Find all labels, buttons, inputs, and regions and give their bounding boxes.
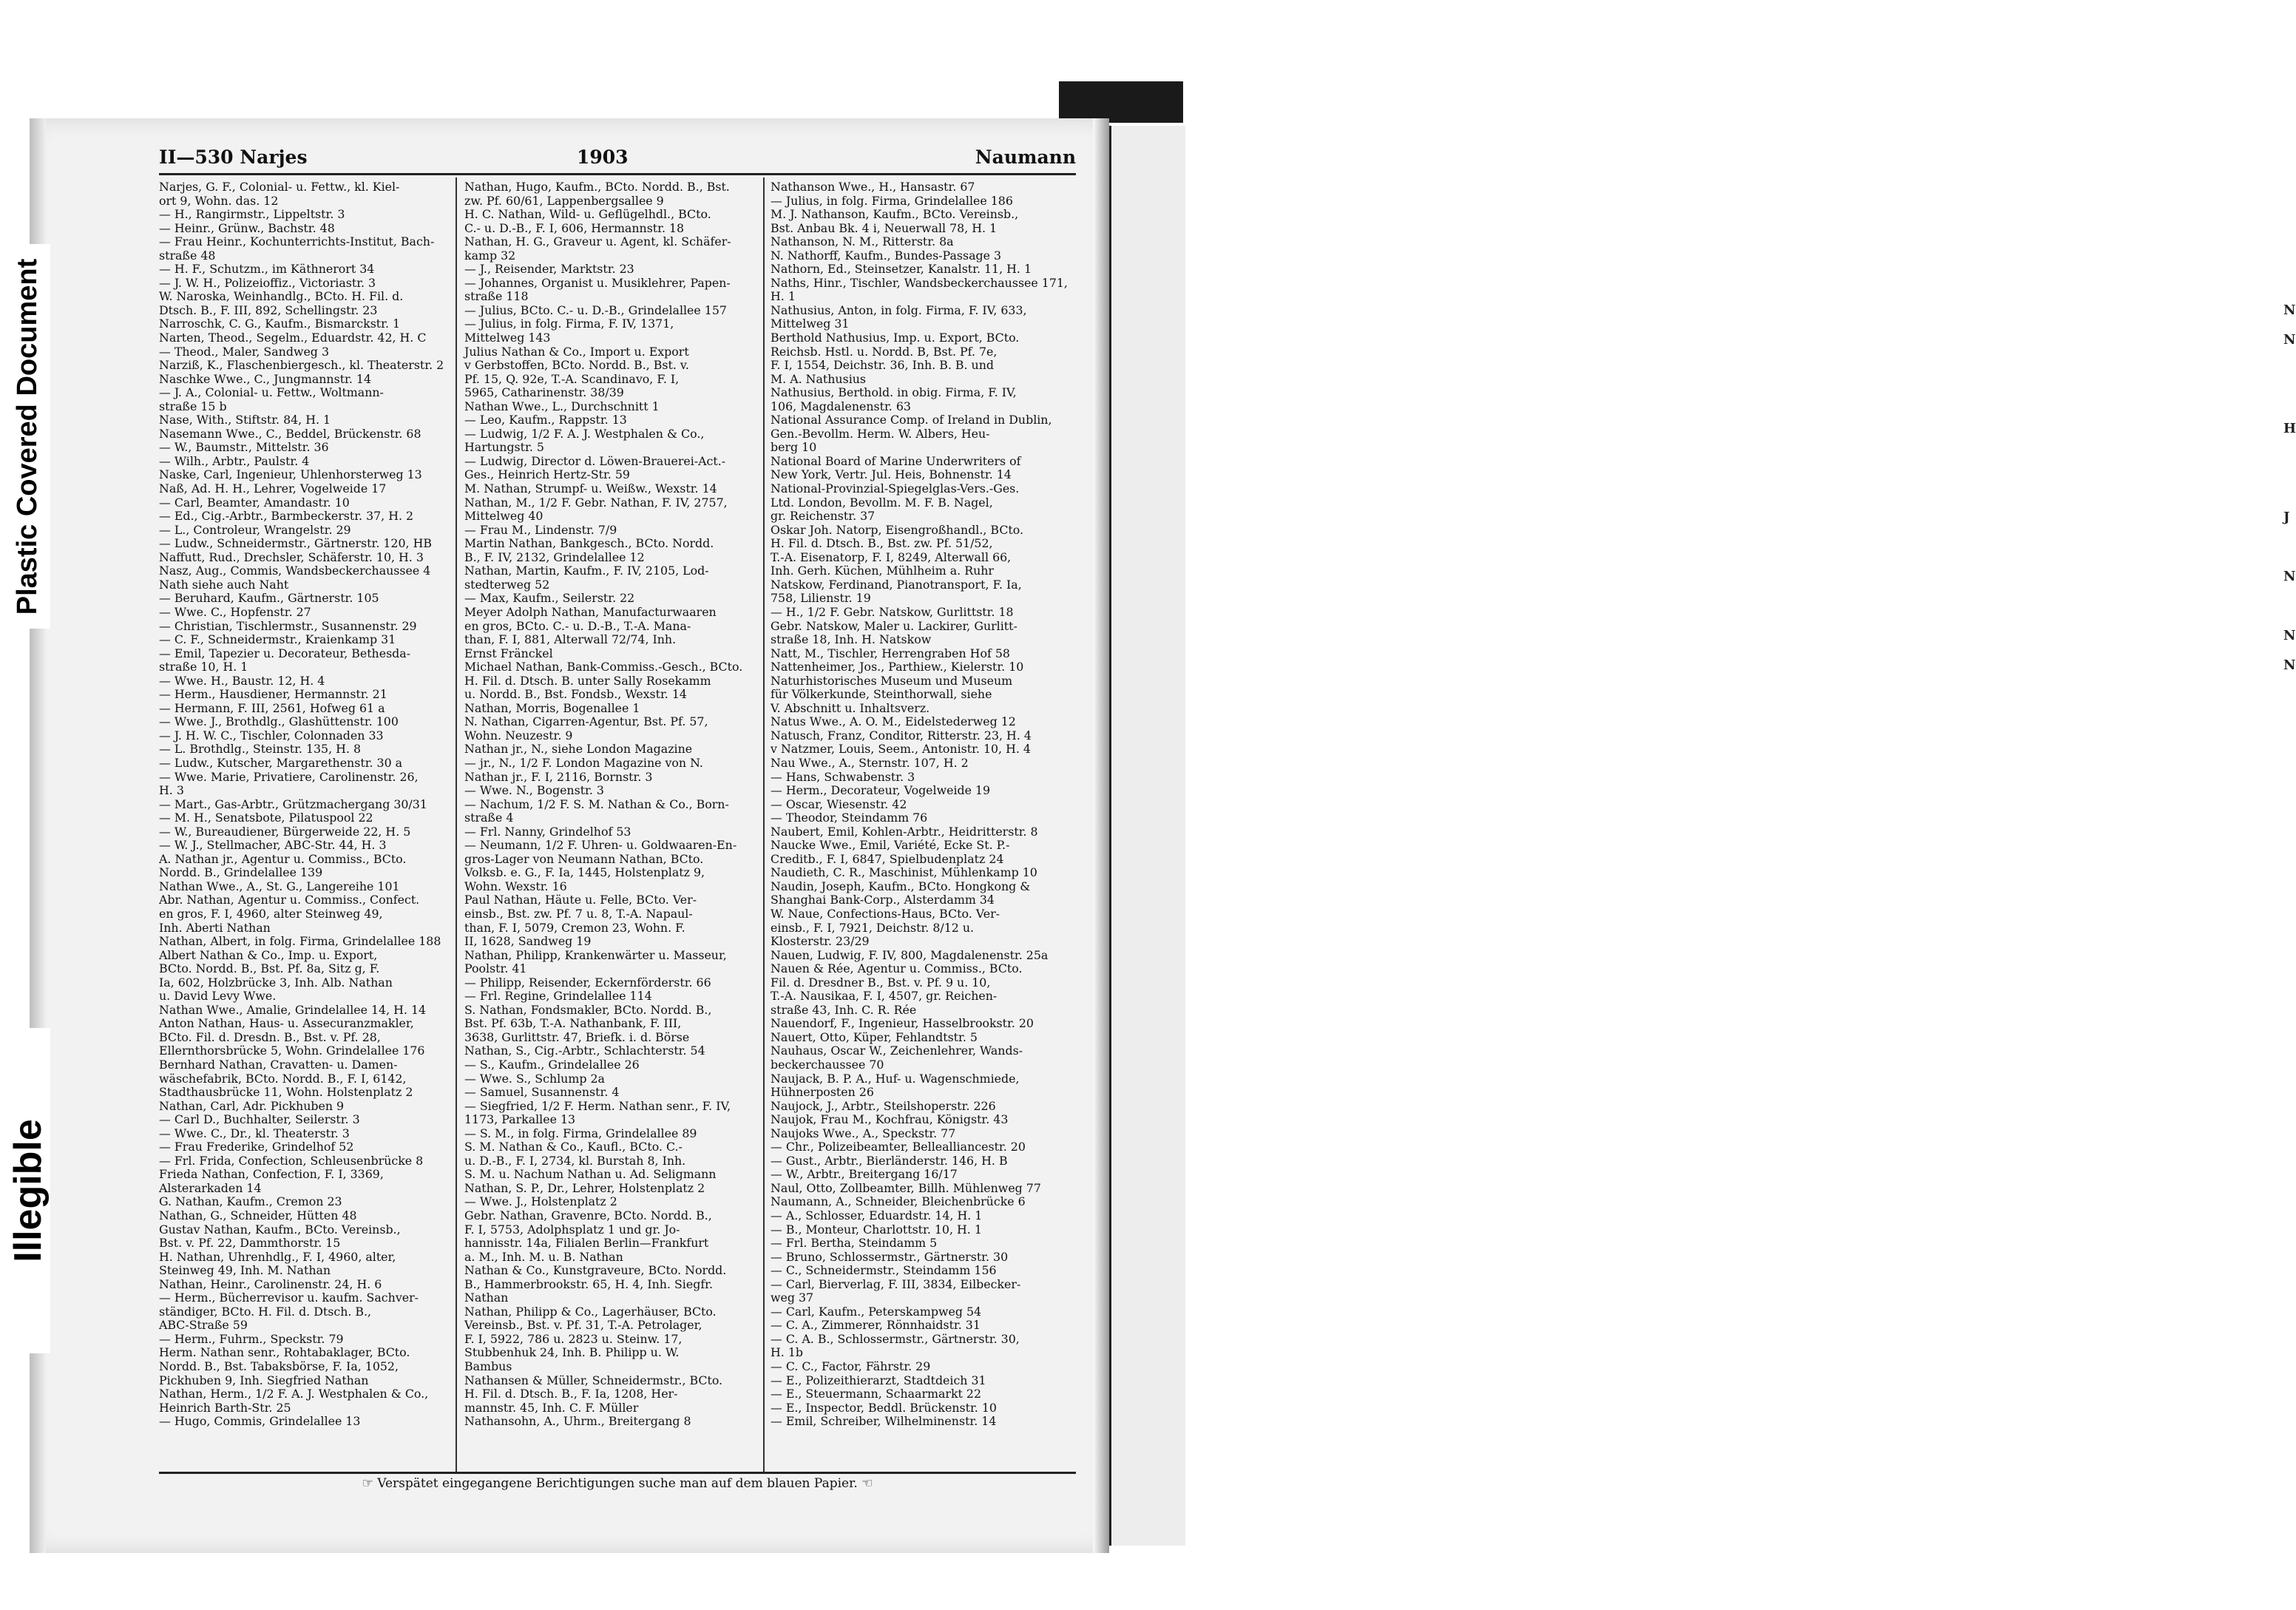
directory-entry-line: — Leo, Kaufm., Rappstr. 13	[464, 413, 627, 427]
directory-entry-line: — Frau M., Lindenstr. 7/9	[464, 522, 617, 537]
directory-entry-line: — B., Monteur, Charlottstr. 10, H. 1	[771, 1222, 982, 1237]
directory-entry-line: — Frau Frederike, Grindelhof 52	[159, 1140, 354, 1154]
directory-entry-line: — Hermann, F. III, 2561, Hofweg 61 a	[159, 700, 385, 715]
directory-entry-line: Nathan, Philipp, Krankenwärter u. Masseur,	[464, 947, 727, 962]
directory-entry-line: — E., Inspector, Beddl. Brückenstr. 10	[771, 1400, 997, 1415]
directory-entry-line: Mittelweg 143	[464, 331, 551, 345]
directory-entry-line: Albert Nathan & Co., Imp. u. Export,	[159, 947, 378, 962]
directory-entry-line: 758, Lilienstr. 19	[771, 591, 871, 606]
directory-entry-line: Nathan jr., N., siehe London Magazine	[464, 742, 693, 757]
directory-entry-line: Nathan Wwe., Amalie, Grindelallee 14, H. 14	[159, 1002, 427, 1017]
directory-entry-line: S. M. u. Nachum Nathan u. Ad. Seligmann	[464, 1167, 717, 1182]
directory-entry-line: Nauen, Ludwig, F. IV, 800, Magdalenenstr. 25a	[771, 947, 1049, 962]
directory-entry-line: W. Naroska, Weinhandlg., BCto. H. Fil. d.	[159, 289, 404, 304]
directory-entry-line: — C. C., Factor, Fährstr. 29	[771, 1359, 931, 1374]
directory-entry-line: Alsterarkaden 14	[159, 1180, 262, 1195]
directory-column-2	[464, 180, 757, 1471]
directory-entry-line: F. I, 5922, 786 u. 2823 u. Steinw. 17,	[464, 1331, 683, 1346]
column-divider	[763, 177, 765, 1472]
directory-entry-line: Nathan Wwe., A., St. G., Langereihe 101	[159, 879, 400, 893]
directory-entry-line: Naujack, B. P. A., Huf- u. Wagenschmiede,	[771, 1071, 1020, 1086]
directory-entry-line: A. Nathan jr., Agentur u. Commiss., BCto.	[159, 851, 407, 866]
directory-entry-line: Michael Nathan, Bank-Commiss.-Gesch., BCto.	[464, 660, 743, 674]
directory-entry-line: Nathan, Albert, in folg. Firma, Grindelallee 188	[159, 934, 441, 949]
directory-entry-line: — Emil, Schreiber, Wilhelminenstr. 14	[771, 1414, 997, 1429]
directory-entry-line: — C. A., Zimmerer, Rönnhaidstr. 31	[771, 1318, 981, 1333]
directory-entry-line: wäschefabrik, BCto. Nordd. B., F. I, 6142,	[159, 1071, 407, 1086]
directory-entry-line: Nathan, G., Schneider, Hütten 48	[159, 1208, 357, 1223]
directory-entry-line: Stubbenhuk 24, Inh. B. Philipp u. W.	[464, 1345, 680, 1360]
directory-entry-line: — Gust., Arbtr., Bierländerstr. 146, H. B	[771, 1153, 1008, 1168]
directory-entry-line: National-Provinzial-Spiegelglas-Vers.-Ges.	[771, 481, 1020, 496]
directory-entry-line: — Julius, in folg. Firma, F. IV, 1371,	[464, 317, 674, 331]
directory-entry-line: — C. F., Schneidermstr., Kraienkamp 31	[159, 632, 396, 647]
directory-entry-line: National Assurance Comp. of Ireland in Dublin,	[771, 413, 1052, 427]
directory-entry-line: — Herm., Hausdiener, Hermannstr. 21	[159, 687, 387, 702]
directory-entry-line: Ltd. London, Bevollm. M. F. B. Nagel,	[771, 495, 993, 510]
directory-entry-line: — Wilh., Arbtr., Paulstr. 4	[159, 453, 310, 468]
directory-entry-line: Nauen & Rée, Agentur u. Commiss., BCto.	[771, 961, 1023, 976]
adjacent-page-fragments: N N H J N N N	[2283, 302, 2296, 673]
directory-entry-line: National Board of Marine Underwriters of	[771, 453, 1021, 468]
directory-entry-line: Nathansohn, A., Uhrm., Breitergang 8	[464, 1414, 691, 1429]
directory-entry-line: ort 9, Wohn. das. 12	[159, 193, 279, 208]
directory-entry-line: Naschke Wwe., C., Jungmannstr. 14	[159, 371, 372, 386]
directory-entry-line: S. M. Nathan & Co., Kaufl., BCto. C.-	[464, 1140, 683, 1154]
directory-entry-line: Naske, Carl, Ingenieur, Uhlenhorsterweg 13	[159, 467, 422, 482]
directory-entry-line: — Herm., Fuhrm., Speckstr. 79	[159, 1331, 344, 1346]
directory-entry-line: — L., Controleur, Wrangelstr. 29	[159, 522, 351, 537]
directory-entry-line: — Frau Heinr., Kochunterrichts-Institut, Bach-	[159, 234, 435, 249]
directory-entry-line: Bambus	[464, 1359, 512, 1374]
directory-column-1	[159, 180, 449, 1471]
footer-rule	[159, 1472, 1076, 1474]
directory-entry-line: Naffutt, Rud., Drechsler, Schäferstr. 10, H. 3	[159, 549, 424, 564]
directory-entry-line: — Carl, Beamter, Amandastr. 10	[159, 495, 350, 510]
directory-entry-line: Bst. Anbau Bk. 4 i, Neuerwall 78, H. 1	[771, 220, 998, 235]
directory-entry-line: Creditb., F. I, 6847, Spielbudenplatz 24	[771, 851, 1004, 866]
directory-entry-line: ABC-Straße 59	[159, 1318, 248, 1333]
directory-entry-line: Natt, M., Tischler, Herrengraben Hof 58	[771, 646, 1010, 660]
directory-entry-line: F. I, 5753, Adolphsplatz 1 und gr. Jo-	[464, 1222, 680, 1237]
directory-entry-line: Nathanson Wwe., H., Hansastr. 67	[771, 180, 975, 194]
directory-entry-line: — A., Schlosser, Eduardstr. 14, H. 1	[771, 1208, 983, 1223]
directory-entry-line: — J. A., Colonial- u. Fettw., Woltmann-	[159, 385, 384, 400]
directory-entry-line: C.- u. D.-B., F. I, 606, Hermannstr. 18	[464, 220, 685, 235]
directory-entry-line: Naudin, Joseph, Kaufm., BCto. Hongkong &	[771, 879, 1031, 893]
directory-entry-line: — Herm., Decorateur, Vogelweide 19	[771, 783, 991, 798]
directory-entry-line: Gustav Nathan, Kaufm., BCto. Vereinsb.,	[159, 1222, 401, 1237]
directory-entry-line: — W., Arbtr., Breitergang 16/17	[771, 1167, 958, 1182]
directory-entry-line: Nathan	[464, 1291, 509, 1305]
directory-entry-line: — Johannes, Organist u. Musiklehrer, Papen-	[464, 275, 731, 290]
directory-entry-line: New York, Vertr. Jul. Heis, Bohnenstr. 14	[771, 467, 1012, 482]
directory-entry-line: M. J. Nathanson, Kaufm., BCto. Vereinsb.,	[771, 207, 1019, 222]
directory-entry-line: — Julius, in folg. Firma, Grindelallee 186	[771, 193, 1013, 208]
directory-entry-line: than, F. I, 5079, Cremon 23, Wohn. F.	[464, 920, 685, 935]
directory-entry-line: Nathanson, N. M., Ritterstr. 8a	[771, 234, 954, 249]
directory-entry-line: — Nachum, 1/2 F. S. M. Nathan & Co., Born-	[464, 796, 729, 811]
directory-entry-line: Inh. Aberti Nathan	[159, 920, 271, 935]
directory-entry-line: Nathan jr., F. I, 2116, Bornstr. 3	[464, 769, 653, 784]
directory-entry-line: — Frl. Regine, Grindelallee 114	[464, 989, 652, 1004]
directory-entry-line: II, 1628, Sandweg 19	[464, 934, 592, 949]
directory-entry-line: T.-A. Nausikaa, F. I, 4507, gr. Reichen-	[771, 989, 998, 1004]
directory-entry-line: Nathan, Carl, Adr. Pickhuben 9	[159, 1098, 345, 1113]
directory-entry-line: — Carl, Bierverlag, F. III, 3834, Eilbecker-	[771, 1276, 1021, 1291]
directory-entry-line: ständiger, BCto. H. Fil. d. Dtsch. B.,	[159, 1304, 372, 1319]
directory-entry-line: Naul, Otto, Zollbeamter, Billh. Mühlenweg 77	[771, 1180, 1041, 1195]
directory-entry-line: — S. M., in folg. Firma, Grindelallee 89	[464, 1126, 697, 1140]
directory-entry-line: gros-Lager von Neumann Nathan, BCto.	[464, 851, 704, 866]
directory-entry-line: Nauert, Otto, Küper, Fehlandtstr. 5	[771, 1029, 978, 1044]
directory-entry-line: — C., Schneidermstr., Steindamm 156	[771, 1263, 997, 1278]
directory-entry-line: Poolstr. 41	[464, 961, 527, 976]
directory-entry-line: Meyer Adolph Nathan, Manufacturwaaren	[464, 604, 717, 619]
directory-entry-line: B., F. IV, 2132, Grindelallee 12	[464, 549, 645, 564]
directory-entry-line: weg 37	[771, 1291, 814, 1305]
directory-entry-line: Mittelweg 40	[464, 509, 543, 524]
directory-entry-line: Nattenheimer, Jos., Parthiew., Kielerstr. 10	[771, 660, 1024, 674]
directory-entry-line: Nathan, Morris, Bogenallee 1	[464, 700, 640, 715]
directory-entry-line: Nathan, H. G., Graveur u. Agent, kl. Schäfer-	[464, 234, 731, 249]
directory-entry-line: Hartungstr. 5	[464, 440, 544, 455]
directory-entry-line: N. Nathorff, Kaufm., Bundes-Passage 3	[771, 248, 1002, 263]
directory-column-3	[771, 180, 1077, 1471]
directory-entry-line: — Carl D., Buchhalter, Seilerstr. 3	[159, 1112, 360, 1127]
directory-entry-line: — E., Polizeithierarzt, Stadtdeich 31	[771, 1373, 986, 1387]
directory-entry-line: Naujoks Wwe., A., Speckstr. 77	[771, 1126, 956, 1140]
directory-entry-line: Nath siehe auch Naht	[159, 577, 289, 592]
directory-entry-line: Bst. Pf. 63b, T.-A. Nathanbank, F. III,	[464, 1016, 682, 1031]
directory-entry-line: — Wwe. Marie, Privatiere, Carolinenstr. 26,	[159, 769, 419, 784]
directory-entry-line: — Frl. Bertha, Steindamm 5	[771, 1236, 938, 1251]
illegible-label: Illegible	[6, 1028, 50, 1353]
directory-entry-line: Naturhistorisches Museum und Museum	[771, 673, 1013, 688]
directory-entry-line: für Völkerkunde, Steinthorwall, siehe	[771, 687, 992, 702]
directory-entry-line: Gebr. Natskow, Maler u. Lackirer, Gurlitt-	[771, 618, 1017, 633]
directory-entry-line: Narroschk, C. G., Kaufm., Bismarckstr. 1	[159, 317, 401, 331]
directory-entry-line: — Wwe. N., Bogenstr. 3	[464, 783, 604, 798]
directory-entry-line: Nathan, Philipp & Co., Lagerhäuser, BCto.	[464, 1304, 717, 1319]
directory-entry-line: — Theod., Maler, Sandweg 3	[159, 344, 329, 359]
directory-entry-line: straße 43, Inh. C. R. Rée	[771, 1002, 917, 1017]
directory-entry-line: — W. J., Stellmacher, ABC-Str. 44, H. 3	[159, 838, 387, 853]
directory-entry-line: Abr. Nathan, Agentur u. Commiss., Confect.	[159, 893, 420, 907]
directory-entry-line: — Chr., Polizeibeamter, Bellealliancestr. 20	[771, 1140, 1026, 1154]
directory-entry-line: — Ludwig, Director d. Löwen-Brauerei-Act.-	[464, 453, 726, 468]
directory-entry-line: H. 1	[771, 289, 796, 304]
directory-entry-line: — H., 1/2 F. Gebr. Natskow, Gurlittstr. 18	[771, 604, 1014, 619]
directory-entry-line: einsb., Bst. zw. Pf. 7 u. 8, T.-A. Napaul-	[464, 906, 693, 921]
directory-entry-line: Nathan & Co., Kunstgraveure, BCto. Nordd.	[464, 1263, 727, 1278]
directory-entry-line: Nase, With., Stiftstr. 84, H. 1	[159, 413, 331, 427]
directory-entry-line: — Wwe. H., Baustr. 12, H. 4	[159, 673, 325, 688]
plastic-covered-label: Plastic Covered Document	[6, 244, 50, 629]
directory-entry-line: H. C. Nathan, Wild- u. Geflügelhdl., BCto.	[464, 207, 711, 222]
directory-entry-line: stedterweg 52	[464, 577, 550, 592]
directory-entry-line: en gros, F. I, 4960, alter Steinweg 49,	[159, 906, 383, 921]
directory-entry-line: Nathansen & Müller, Schneidermstr., BCto.	[464, 1373, 723, 1387]
directory-entry-line: H. 1b	[771, 1345, 803, 1360]
directory-entry-line: — S., Kaufm., Grindelallee 26	[464, 1058, 640, 1072]
directory-entry-line: Ellernthorsbrücke 5, Wohn. Grindelallee 176	[159, 1044, 425, 1058]
directory-entry-line: Nordd. B., Grindelallee 139	[159, 865, 323, 880]
directory-entry-line: H. Fil. d. Dtsch. B. unter Sally Rosekamm	[464, 673, 711, 688]
directory-entry-line: — Beruhard, Kaufm., Gärtnerstr. 105	[159, 591, 379, 606]
directory-entry-line: Nasz, Aug., Commis, Wandsbeckerchaussee 4	[159, 564, 431, 578]
directory-entry-line: Nauhaus, Oscar W., Zeichenlehrer, Wands-	[771, 1044, 1023, 1058]
directory-entry-line: en gros, BCto. C.- u. D.-B., T.-A. Mana-	[464, 618, 691, 633]
directory-entry-line: Bernhard Nathan, Cravatten- u. Damen-	[159, 1058, 398, 1072]
directory-entry-line: Nasemann Wwe., C., Beddel, Brückenstr. 68	[159, 426, 421, 441]
directory-entry-line: Bst. v. Pf. 22, Dammthorstr. 15	[159, 1236, 341, 1251]
directory-entry-line: H. Nathan, Uhrenhdlg., F. I, 4960, alter,	[159, 1249, 396, 1264]
directory-entry-line: B., Hammerbrookstr. 65, H. 4, Inh. Siegfr.	[464, 1276, 713, 1291]
directory-entry-line: H. 3	[159, 783, 184, 798]
directory-entry-line: Nau Wwe., A., Sternstr. 107, H. 2	[771, 755, 969, 770]
directory-entry-line: u. Nordd. B., Bst. Fondsb., Wexstr. 14	[464, 687, 687, 702]
directory-entry-line: 1173, Parkallee 13	[464, 1112, 576, 1127]
directory-entry-line: Stadthausbrücke 11, Wohn. Holstenplatz 2	[159, 1085, 413, 1100]
directory-entry-line: u. David Levy Wwe.	[159, 989, 277, 1004]
directory-entry-line: — J. H. W. C., Tischler, Colonnaden 33	[159, 728, 384, 743]
directory-entry-line: Dtsch. B., F. III, 892, Schellingstr. 23	[159, 302, 378, 317]
directory-entry-line: — Theodor, Steindamm 76	[771, 811, 928, 825]
directory-entry-line: 5965, Catharinenstr. 38/39	[464, 385, 624, 400]
directory-entry-line: straße 118	[464, 289, 529, 304]
directory-entry-line: Reichsb. Hstl. u. Nordd. B, Bst. Pf. 7e,	[771, 344, 998, 359]
directory-entry-line: — H. F., Schutzm., im Käthnerort 34	[159, 262, 375, 277]
directory-entry-line: Frieda Nathan, Confection, F. I, 3369,	[159, 1167, 384, 1182]
directory-entry-line: Wohn. Wexstr. 16	[464, 879, 567, 893]
directory-entry-line: Steinweg 49, Inh. M. Nathan	[159, 1263, 331, 1278]
header-page-number: II—530 Narjes	[159, 146, 308, 168]
directory-entry-line: Naths, Hinr., Tischler, Wandsbeckerchaussee 171,	[771, 275, 1068, 290]
directory-entry-line: H. Fil. d. Dtsch. B., Bst. zw. Pf. 51/52,	[771, 536, 993, 551]
directory-entry-line: — W., Bureaudiener, Bürgerweide 22, H. 5	[159, 824, 411, 839]
directory-entry-line: Naujok, Frau M., Kochfrau, Königstr. 43	[771, 1112, 1009, 1127]
directory-entry-line: a. M., Inh. M. u. B. Nathan	[464, 1249, 623, 1264]
directory-entry-line: kamp 32	[464, 248, 516, 263]
directory-entry-line: Mittelweg 31	[771, 317, 850, 331]
directory-entry-line: Naumann, A., Schneider, Bleichenbrücke 6	[771, 1194, 1026, 1209]
directory-entry-line: Hühnerposten 26	[771, 1085, 874, 1100]
directory-entry-line: Oskar Joh. Natorp, Eisengroßhandl., BCto.	[771, 522, 1024, 537]
directory-entry-line: — Ludwig, 1/2 F. A. J. Westphalen & Co.,	[464, 426, 705, 441]
directory-entry-line: Naß, Ad. H. H., Lehrer, Vogelweide 17	[159, 481, 387, 496]
directory-entry-line: Narjes, G. F., Colonial- u. Fettw., kl. Kiel-	[159, 180, 400, 194]
directory-entry-line: — Ed., Cig.-Arbtr., Barmbeckerstr. 37, H. 2	[159, 509, 414, 524]
directory-entry-line: Anton Nathan, Haus- u. Assecuranzmakler,	[159, 1016, 414, 1031]
directory-entry-line: Inh. Gerh. Küchen, Mühlheim a. Ruhr	[771, 564, 994, 578]
directory-entry-line: — Mart., Gas-Arbtr., Grützmachergang 30/31	[159, 796, 427, 811]
directory-entry-line: straße 15 b	[159, 399, 227, 413]
directory-entry-line: Wohn. Neuzestr. 9	[464, 728, 573, 743]
directory-entry-line: — Philipp, Reisender, Eckernförderstr. 66	[464, 975, 711, 990]
directory-entry-line: — Frl. Frida, Confection, Schleusenbrücke 8	[159, 1153, 424, 1168]
directory-entry-line: Shanghai Bank-Corp., Alsterdamm 34	[771, 893, 995, 907]
directory-entry-line: Julius Nathan & Co., Import u. Export	[464, 344, 689, 359]
directory-entry-line: — Christian, Tischlermstr., Susannenstr. 29	[159, 618, 417, 633]
directory-entry-line: — C. A. B., Schlossermstr., Gärtnerstr. 30,	[771, 1331, 1020, 1346]
header-year: 1903	[577, 146, 629, 168]
directory-entry-line: Nathusius, Berthold. in obig. Firma, F. IV,	[771, 385, 1017, 400]
directory-entry-line: — J., Reisender, Marktstr. 23	[464, 262, 634, 277]
directory-entry-line: — Samuel, Susannenstr. 4	[464, 1085, 620, 1100]
directory-entry-line: — L. Brothdlg., Steinstr. 135, H. 8	[159, 742, 362, 757]
directory-entry-line: Nauendorf, F., Ingenieur, Hasselbrookstr. 20	[771, 1016, 1034, 1031]
directory-entry-line: Herm. Nathan senr., Rohtabaklager, BCto.	[159, 1345, 410, 1360]
directory-entry-line: W. Naue, Confections-Haus, BCto. Ver-	[771, 906, 1000, 921]
directory-entry-line: straße 18, Inh. H. Natskow	[771, 632, 932, 647]
directory-entry-line: 106, Magdalenenstr. 63	[771, 399, 911, 413]
directory-entry-line: Natusch, Franz, Conditor, Ritterstr. 23, H. 4	[771, 728, 1032, 743]
directory-entry-line: berg 10	[771, 440, 817, 455]
directory-entry-line: — Julius, BCto. C.- u. D.-B., Grindelallee 157	[464, 302, 727, 317]
directory-entry-line: — Max, Kaufm., Seilerstr. 22	[464, 591, 635, 606]
directory-entry-line: Nathorn, Ed., Steinsetzer, Kanalstr. 11, H. 1	[771, 262, 1032, 277]
directory-entry-line: — E., Steuermann, Schaarmarkt 22	[771, 1387, 982, 1401]
directory-entry-line: Nathan, Martin, Kaufm., F. IV, 2105, Lod-	[464, 564, 709, 578]
directory-entry-line: — Emil, Tapezier u. Decorateur, Bethesda-	[159, 646, 411, 660]
directory-entry-line: Vereinsb., Bst. v. Pf. 31, T.-A. Petrolager,	[464, 1318, 702, 1333]
directory-entry-line: Gen.-Bevollm. Herm. W. Albers, Heu-	[771, 426, 990, 441]
directory-entry-line: — Oscar, Wiesenstr. 42	[771, 796, 907, 811]
directory-entry-line: mannstr. 45, Inh. C. F. Müller	[464, 1400, 639, 1415]
directory-entry-line: Gebr. Nathan, Gravenre, BCto. Nordd. B.,	[464, 1208, 712, 1223]
footer-note: ☞ Verspätet eingegangene Berichtigungen suche man auf dem blauen Papier. ☜	[362, 1476, 873, 1491]
directory-entry-line: zw. Pf. 60/61, Lappenbergsallee 9	[464, 193, 664, 208]
directory-entry-line: — H., Rangirmstr., Lippeltstr. 3	[159, 207, 345, 222]
directory-entry-line: N. Nathan, Cigarren-Agentur, Bst. Pf. 57,	[464, 714, 708, 729]
directory-entry-line: Heinrich Barth-Str. 25	[159, 1400, 291, 1415]
directory-entry-line: S. Nathan, Fondsmakler, BCto. Nordd. B.,	[464, 1002, 712, 1017]
directory-entry-line: straße 10, H. 1	[159, 660, 248, 674]
directory-entry-line: — Ludw., Kutscher, Margarethenstr. 30 a	[159, 755, 403, 770]
page-gutter	[1093, 118, 1109, 1553]
directory-entry-line: than, F. I, 881, Alterwall 72/74, Inh.	[464, 632, 677, 647]
directory-entry-line: v Natzmer, Louis, Seem., Antonistr. 10, H. 4	[771, 742, 1031, 757]
directory-entry-line: — Carl, Kaufm., Peterskampweg 54	[771, 1304, 982, 1319]
directory-entry-line: Nathan, M., 1/2 F. Gebr. Nathan, F. IV, 2757,	[464, 495, 728, 510]
directory-entry-line: Ernst Fränckel	[464, 646, 553, 660]
directory-entry-line: — Ludw., Schneidermstr., Gärtnerstr. 120, HB	[159, 536, 432, 551]
directory-entry-line: G. Nathan, Kaufm., Cremon 23	[159, 1194, 342, 1209]
directory-entry-line: gr. Reichenstr. 37	[771, 509, 876, 524]
directory-entry-line: — J. W. H., Polizeioffiz., Victoriastr. 3	[159, 275, 376, 290]
directory-entry-line: — Wwe. C., Dr., kl. Theaterstr. 3	[159, 1126, 350, 1140]
directory-entry-line: Fil. d. Dresdner B., Bst. v. Pf. 9 u. 10,	[771, 975, 991, 990]
directory-entry-line: Nathusius, Anton, in folg. Firma, F. IV, 633,	[771, 302, 1027, 317]
directory-entry-line: BCto. Fil. d. Dresdn. B., Bst. v. Pf. 28,	[159, 1029, 381, 1044]
column-divider	[456, 177, 457, 1472]
directory-entry-line: Nathan, S. P., Dr., Lehrer, Holstenplatz 2	[464, 1180, 705, 1195]
directory-entry-line: Naudieth, C. R., Maschinist, Mühlenkamp 10	[771, 865, 1037, 880]
directory-entry-line: BCto. Nordd. B., Bst. Pf. 8a, Sitz g, F.	[159, 961, 380, 976]
directory-entry-line: — Frl. Nanny, Grindelhof 53	[464, 824, 631, 839]
directory-entry-line: — Wwe. C., Hopfenstr. 27	[159, 604, 311, 619]
directory-entry-line: Narten, Theod., Segelm., Eduardstr. 42, H. C	[159, 331, 427, 345]
header-keyword: Naumann	[975, 146, 1076, 168]
directory-entry-line: Volksb. e. G., F. Ia, 1445, Holstenplatz 9,	[464, 865, 705, 880]
directory-entry-line: Pf. 15, Q. 92e, T.-A. Scandinavo, F. I,	[464, 371, 680, 386]
directory-entry-line: Natus Wwe., A. O. M., Eidelstederweg 12	[771, 714, 1016, 729]
directory-entry-line: Paul Nathan, Häute u. Felle, BCto. Ver-	[464, 893, 697, 907]
directory-entry-line: Ia, 602, Holzbrücke 3, Inh. Alb. Nathan	[159, 975, 393, 990]
directory-entry-line: Nathan, Herm., 1/2 F. A. J. Westphalen & Co.,	[159, 1387, 429, 1401]
directory-entry-line: M. A. Nathusius	[771, 371, 867, 386]
directory-entry-line: — M. H., Senatsbote, Pilatuspool 22	[159, 811, 373, 825]
directory-entry-line: Nathan, S., Cig.-Arbtr., Schlachterstr. 54	[464, 1044, 705, 1058]
directory-entry-line: — Wwe. S., Schlump 2a	[464, 1071, 605, 1086]
directory-entry-line: — Hugo, Commis, Grindelallee 13	[159, 1414, 361, 1429]
directory-entry-line: Naujock, J., Arbtr., Steilshoperstr. 226	[771, 1098, 996, 1113]
directory-entry-line: T.-A. Eisenatorp, F. I, 8249, Alterwall 66,	[771, 549, 1012, 564]
directory-entry-line: Pickhuben 9, Inh. Siegfried Nathan	[159, 1373, 369, 1387]
directory-entry-line: — Bruno, Schlossermstr., Gärtnerstr. 30	[771, 1249, 1009, 1264]
directory-entry-line: — Herm., Bücherrevisor u. kaufm. Sachver-	[159, 1291, 419, 1305]
directory-entry-line: H. Fil. d. Dtsch. B., F. Ia, 1208, Her-	[464, 1387, 678, 1401]
directory-entry-line: Klosterstr. 23/29	[771, 934, 870, 949]
directory-entry-line: — Neumann, 1/2 F. Uhren- u. Goldwaaren-En-	[464, 838, 737, 853]
directory-entry-line: Berthold Nathusius, Imp. u. Export, BCto.	[771, 331, 1020, 345]
directory-entry-line: Narziß, K., Flaschenbiergesch., kl. Theaterstr. 2	[159, 358, 444, 373]
page-header	[159, 146, 1076, 172]
header-rule	[159, 173, 1076, 175]
directory-entry-line: Nordd. B., Bst. Tabaksbörse, F. Ia, 1052,	[159, 1359, 399, 1374]
directory-entry-line: Martin Nathan, Bankgesch., BCto. Nordd.	[464, 536, 714, 551]
directory-entry-line: M. Nathan, Strumpf- u. Weißw., Wexstr. 14	[464, 481, 717, 496]
directory-entry-line: Ges., Heinrich Hertz-Str. 59	[464, 467, 630, 482]
directory-entry-line: Nathan Wwe., L., Durchschnitt 1	[464, 399, 660, 413]
directory-entry-line: — jr., N., 1/2 F. London Magazine von N.	[464, 755, 703, 770]
directory-entry-line: Natskow, Ferdinand, Pianotransport, F. Ia,	[771, 577, 1022, 592]
directory-entry-line: straße 4	[464, 811, 514, 825]
directory-entry-line: — Siegfried, 1/2 F. Herm. Nathan senr., F. IV,	[464, 1098, 731, 1113]
directory-entry-line: V. Abschnitt u. Inhaltsverz.	[771, 700, 930, 715]
directory-entry-line: — Wwe. J., Brothdlg., Glashüttenstr. 100	[159, 714, 399, 729]
directory-entry-line: einsb., F. I, 7921, Deichstr. 8/12 u.	[771, 920, 975, 935]
directory-entry-line: — Hans, Schwabenstr. 3	[771, 769, 915, 784]
directory-entry-line: — Heinr., Grünw., Bachstr. 48	[159, 220, 335, 235]
directory-entry-line: — Wwe. J., Holstenplatz 2	[464, 1194, 617, 1209]
directory-entry-line: straße 48	[159, 248, 216, 263]
directory-entry-line: Nathan, Hugo, Kaufm., BCto. Nordd. B., Bst.	[464, 180, 730, 194]
directory-entry-line: Nathan, Heinr., Carolinenstr. 24, H. 6	[159, 1276, 382, 1291]
black-tab	[1059, 81, 1183, 123]
adjacent-page-edge	[1109, 126, 2296, 1546]
directory-entry-line: u. D.-B., F. I, 2734, kl. Burstah 8, Inh.	[464, 1153, 686, 1168]
directory-entry-line: 3638, Gurlittstr. 47, Briefk. i. d. Börse	[464, 1029, 690, 1044]
directory-entry-line: F. I, 1554, Deichstr. 36, Inh. B. B. und	[771, 358, 995, 373]
directory-entry-line: — W., Baumstr., Mittelstr. 36	[159, 440, 329, 455]
directory-entry-line: Naucke Wwe., Emil, Variété, Ecke St. P.-	[771, 838, 1010, 853]
directory-entry-line: hannisstr. 14a, Filialen Berlin—Frankfurt	[464, 1236, 709, 1251]
directory-entry-line: Naubert, Emil, Kohlen-Arbtr., Heidritterstr. 8	[771, 824, 1038, 839]
directory-entry-line: beckerchaussee 70	[771, 1058, 884, 1072]
directory-entry-line: v Gerbstoffen, BCto. Nordd. B., Bst. v.	[464, 358, 689, 373]
